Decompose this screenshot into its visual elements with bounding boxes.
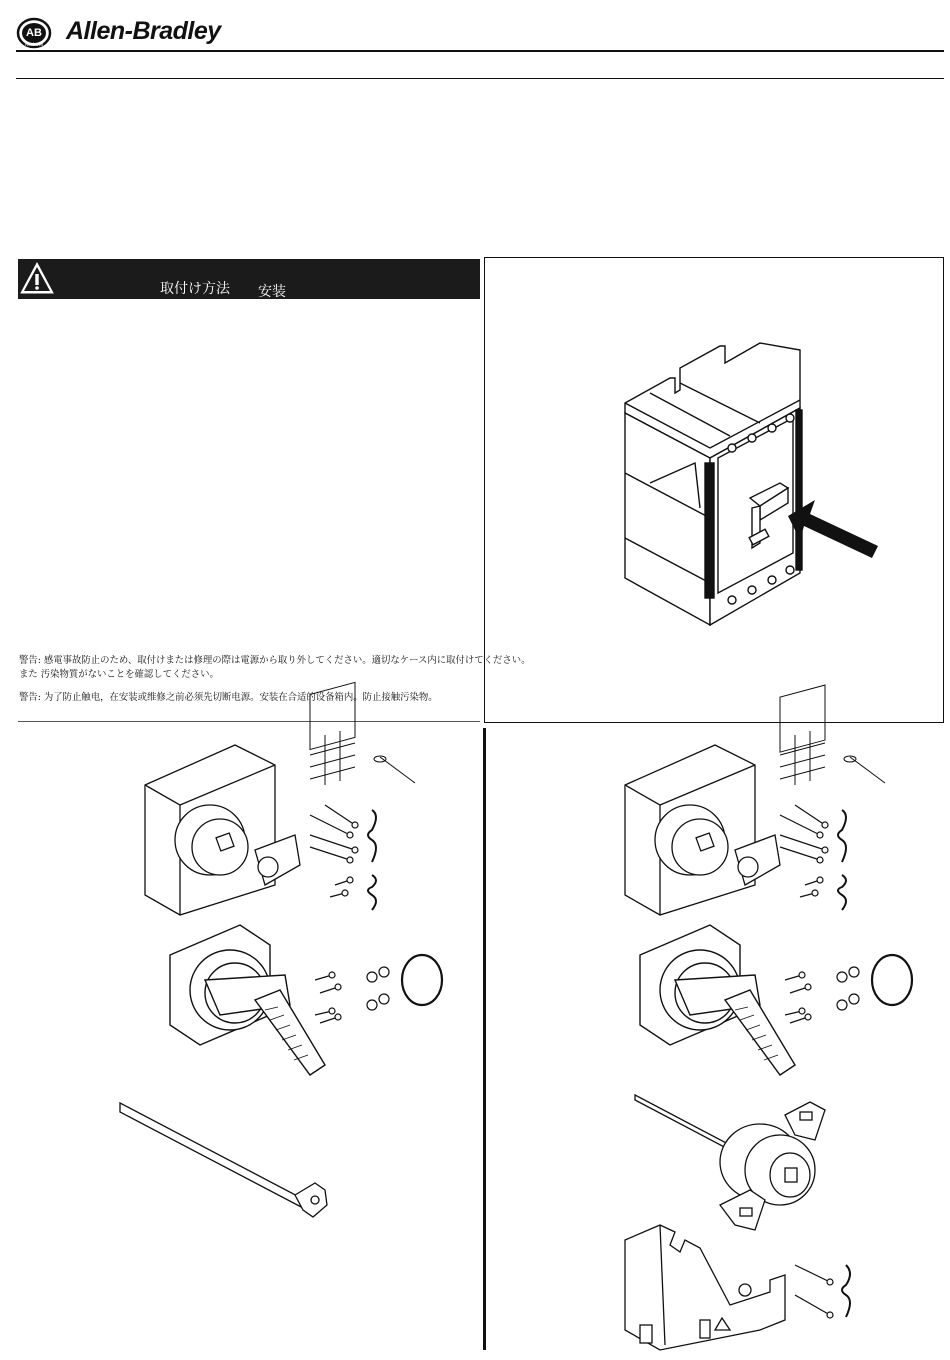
warning-text-zh: 警告: 为了防止触电，在安装或维修之前必须先切断电源。安装在合适的设备箱内。防止接触污染物。	[19, 692, 438, 703]
warning-title-zh: 安装	[258, 284, 286, 300]
warning-triangle-icon	[18, 259, 58, 299]
warning-bottom-rule	[18, 721, 480, 722]
brand-name: Allen-Bradley	[66, 17, 221, 45]
operating-mechanism-kit-left	[140, 735, 440, 915]
extension-shaft-left	[115, 1095, 355, 1230]
warning-title-ja: 取付け方法	[158, 278, 232, 298]
allen-bradley-ab-logo-icon	[16, 16, 56, 52]
shaft-rotary-coupling-right	[630, 1090, 850, 1210]
mounting-bracket-right	[620, 1220, 870, 1355]
logo-mark: AB	[26, 27, 42, 39]
header-subrule	[16, 78, 944, 79]
rotary-handle-right	[630, 925, 930, 1085]
warning-title-bar	[18, 259, 480, 299]
circuit-breaker-illustration	[610, 338, 890, 638]
operating-mechanism-kit-right	[620, 735, 920, 915]
logo-sub: Rockwell	[24, 42, 44, 47]
warning-text-ja-1: 警告: 感電事故防止のため、取付けまたは修理の際は電源から取り外してください。適切なケース内に取付けてください。	[19, 655, 531, 666]
column-divider	[483, 728, 486, 1350]
rotary-handle-left	[160, 925, 460, 1085]
warning-text-ja-2: また 汚染物質がないことを確認してください。	[19, 669, 219, 680]
header-rule	[16, 50, 944, 52]
